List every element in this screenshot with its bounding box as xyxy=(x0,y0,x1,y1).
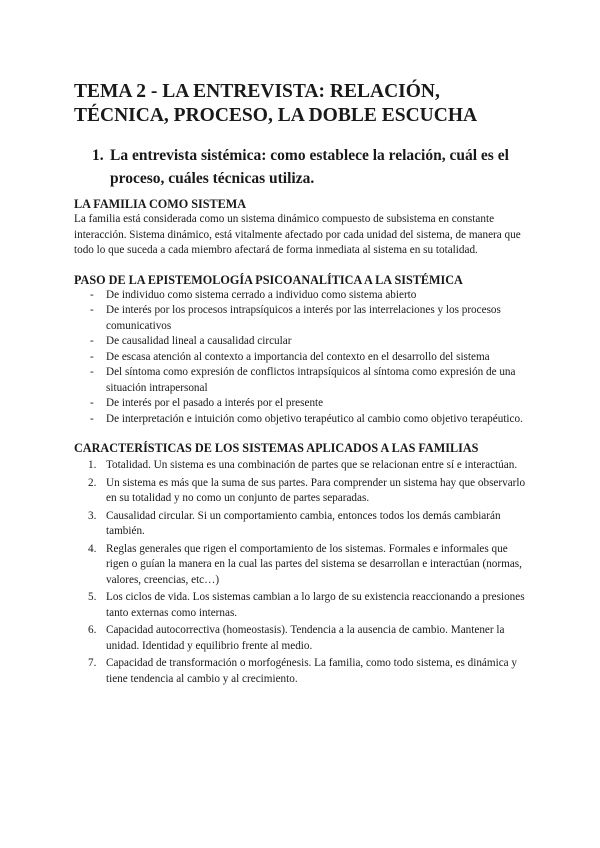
list-item xyxy=(74,656,526,687)
list-item-text: Los ciclos de vida. Los sistemas cambian a lo largo de su existencia reaccionando a presiones tanto externas como internas. xyxy=(106,591,525,619)
list-item xyxy=(74,623,526,654)
list-item-text: Causalidad circular. Si un comportamiento cambia, entonces todos los demás cambiarán también. xyxy=(106,509,501,537)
list-item xyxy=(74,590,526,621)
number-marker: 7. xyxy=(88,657,97,669)
list-item xyxy=(74,334,526,350)
dash-marker: - xyxy=(90,350,94,363)
list-item-text: De escasa atención al contexto a importancia del contexto en el desarrollo del sistema xyxy=(106,350,490,363)
section-heading-familia: LA FAMILIA COMO SISTEMA xyxy=(74,197,247,211)
list-item-text: Capacidad autocorrectiva (homeostasis). Tendencia a la ausencia de cambio. Mantener la unidad. Identidad y equilibrio frente al medio. xyxy=(106,624,505,652)
number-marker: 4. xyxy=(88,542,97,555)
dash-marker: - xyxy=(90,304,94,316)
dash-marker: - xyxy=(90,366,94,378)
number-marker: 6. xyxy=(88,624,97,636)
list-item xyxy=(74,458,526,474)
number-marker: 1. xyxy=(88,459,97,471)
list-item xyxy=(74,365,526,396)
list-item xyxy=(74,350,526,366)
number-marker: 5. xyxy=(88,591,97,603)
list-item xyxy=(74,412,526,428)
heading-1-number: 1. xyxy=(92,147,104,164)
list-item-text: Del síntoma como expresión de conflictos intrapsíquicos al síntoma como expresión de una situación intrapersonal xyxy=(106,366,516,394)
section-caracteristicas xyxy=(74,440,526,687)
list-item-text: Capacidad de transformación o morfogénesis. La familia, como todo sistema, es dinámica y tiene tendencia al cambio y al crecimiento. xyxy=(106,657,518,685)
number-marker: 2. xyxy=(88,476,97,489)
list-item-text: De interés por los procesos intrapsíquicos a interés por las interrelaciones y los procesos comunicativos xyxy=(106,304,501,332)
heading-1-text: La entrevista sistémica: como establece la relación, cuál es el proceso, cuáles técnicas utiliza. xyxy=(110,147,509,187)
list-item xyxy=(74,476,526,507)
list-item-text: De individuo como sistema cerrado a individuo como sistema abierto xyxy=(106,288,417,301)
dash-marker: - xyxy=(90,288,94,301)
dash-marker: - xyxy=(90,335,94,347)
list-item-text: De interpretación e intuición como objetivo terapéutico al cambio como objetivo terapéutico. xyxy=(106,412,523,425)
document-title: TEMA 2 - LA ENTREVISTA: RELACIÓN, TÉCNICA, PROCESO, LA DOBLE ESCUCHA xyxy=(74,81,478,126)
list-item-text: Reglas generales que rigen el comportamiento de los sistemas. Formales e informales que rigen o guían la manera en la cual las partes del sistema se desarrollan e interactúan (normas, valores, creencias, etc…) xyxy=(106,542,522,586)
numbered-list xyxy=(74,458,526,687)
section-heading-epistemologia: PASO DE LA EPISTEMOLOGÍA PSICOANALÍTICA A LA SISTÉMICA xyxy=(74,272,463,287)
dash-list xyxy=(74,288,526,428)
dash-marker: - xyxy=(90,412,94,425)
list-item xyxy=(74,542,526,589)
section-familia-como-sistema xyxy=(74,196,526,259)
heading-1 xyxy=(92,144,526,190)
list-item xyxy=(74,303,526,334)
section-epistemologia xyxy=(74,272,526,428)
list-item-text: De interés por el pasado a interés por el presente xyxy=(106,397,324,409)
list-item xyxy=(74,288,526,304)
section-heading-caracteristicas: CARACTERÍSTICAS DE LOS SISTEMAS APLICADOS A LAS FAMILIAS xyxy=(74,441,479,455)
list-item-text: Un sistema es más que la suma de sus partes. Para comprender un sistema hay que observarlo en su totalidad y no como un conjunto de partes separadas. xyxy=(106,476,526,504)
list-item-text: De causalidad lineal a causalidad circular xyxy=(106,335,292,347)
list-item xyxy=(74,396,526,412)
number-marker: 3. xyxy=(88,509,97,522)
section-paragraph-familia: La familia está considerada como un sistema dinámico compuesto de subsistema en constante interacción. Sistema dinámico, está vitalmente afectado por cada unidad del sistema, de manera que todo lo que suceda a cada miembro afectará de forma inmediata al sistema en su totalidad. xyxy=(74,213,521,256)
dash-marker: - xyxy=(90,397,94,409)
list-item xyxy=(74,509,526,540)
list-item-text: Totalidad. Un sistema es una combinación de partes que se relacionan entre sí e interactúan. xyxy=(106,459,518,471)
